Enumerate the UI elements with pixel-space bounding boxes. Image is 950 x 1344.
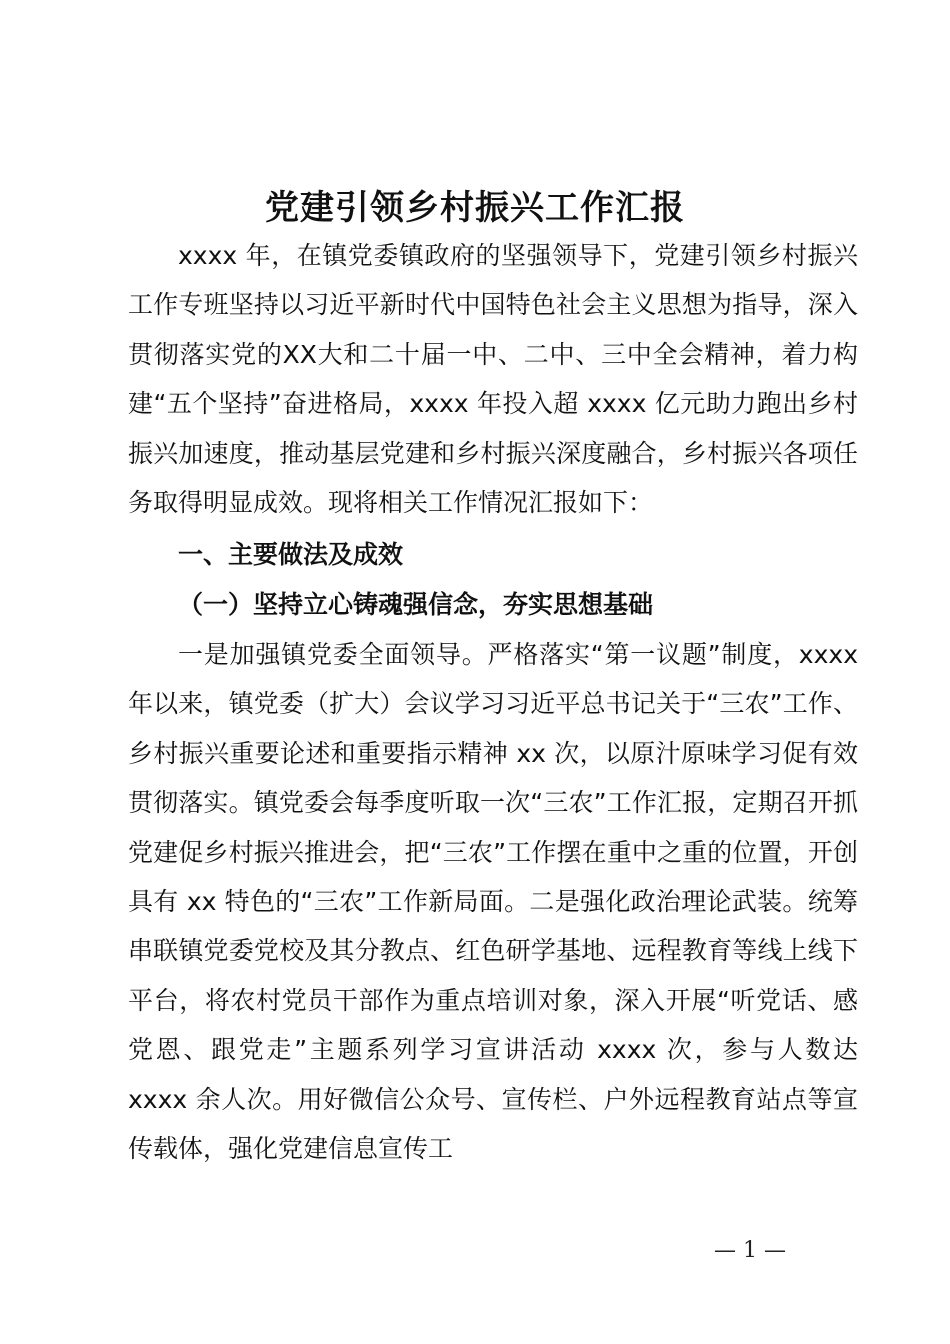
document-title: 党建引领乡村振兴工作汇报	[265, 188, 685, 228]
page-number: — 1 —	[714, 1238, 786, 1263]
intro-paragraph: xxxx 年，在镇党委镇政府的坚强领导下，党建引领乡村振兴工作专班坚持以习近平新时代中国特色社会主义思想为指导，深入贯彻落实党的XX大和二十届一中、二中、三中全会精神，着力构建“五个坚持”奋进格局，xxxx 年投入超 xxxx 亿元助力跑出乡村振兴加速度，推动基层党建和乡村振兴深度融合，乡村振兴各项任务取得明显成效。现将相关工作情况汇报如下：	[128, 241, 858, 518]
section-heading: 一、主要做法及成效	[178, 540, 404, 569]
body-paragraph: 一是加强镇党委全面领导。严格落实“第一议题”制度，xxxx 年以来，镇党委（扩大）会议学习习近平总书记关于“三农”工作、乡村振兴重要论述和重要指示精神 xx 次，以原汁原味学习促有效贯彻落实。镇党委会每季度听取一次“三农”工作汇报，定期召开抓党建促乡村振兴推进会，把“三农”工作摆在重中之重的位置，开创具有 xx 特色的“三农”工作新局面。二是强化政治理论武装。统筹串联镇党委党校及其分教点、红色研学基地、远程教育等线上线下平台，将农村党员干部作为重点培训对象，深入开展“听党话、感党恩、跟党走”主题系列学习宣讲活动 xxxx 次，参与人数达 xxxx 余人次。用好微信公众号、宣传栏、户外远程教育站点等宣传载体，强化党建信息宣传工	[128, 640, 858, 1164]
subsection-heading: （一）坚持立心铸魂强信念，夯实思想基础	[178, 590, 654, 619]
